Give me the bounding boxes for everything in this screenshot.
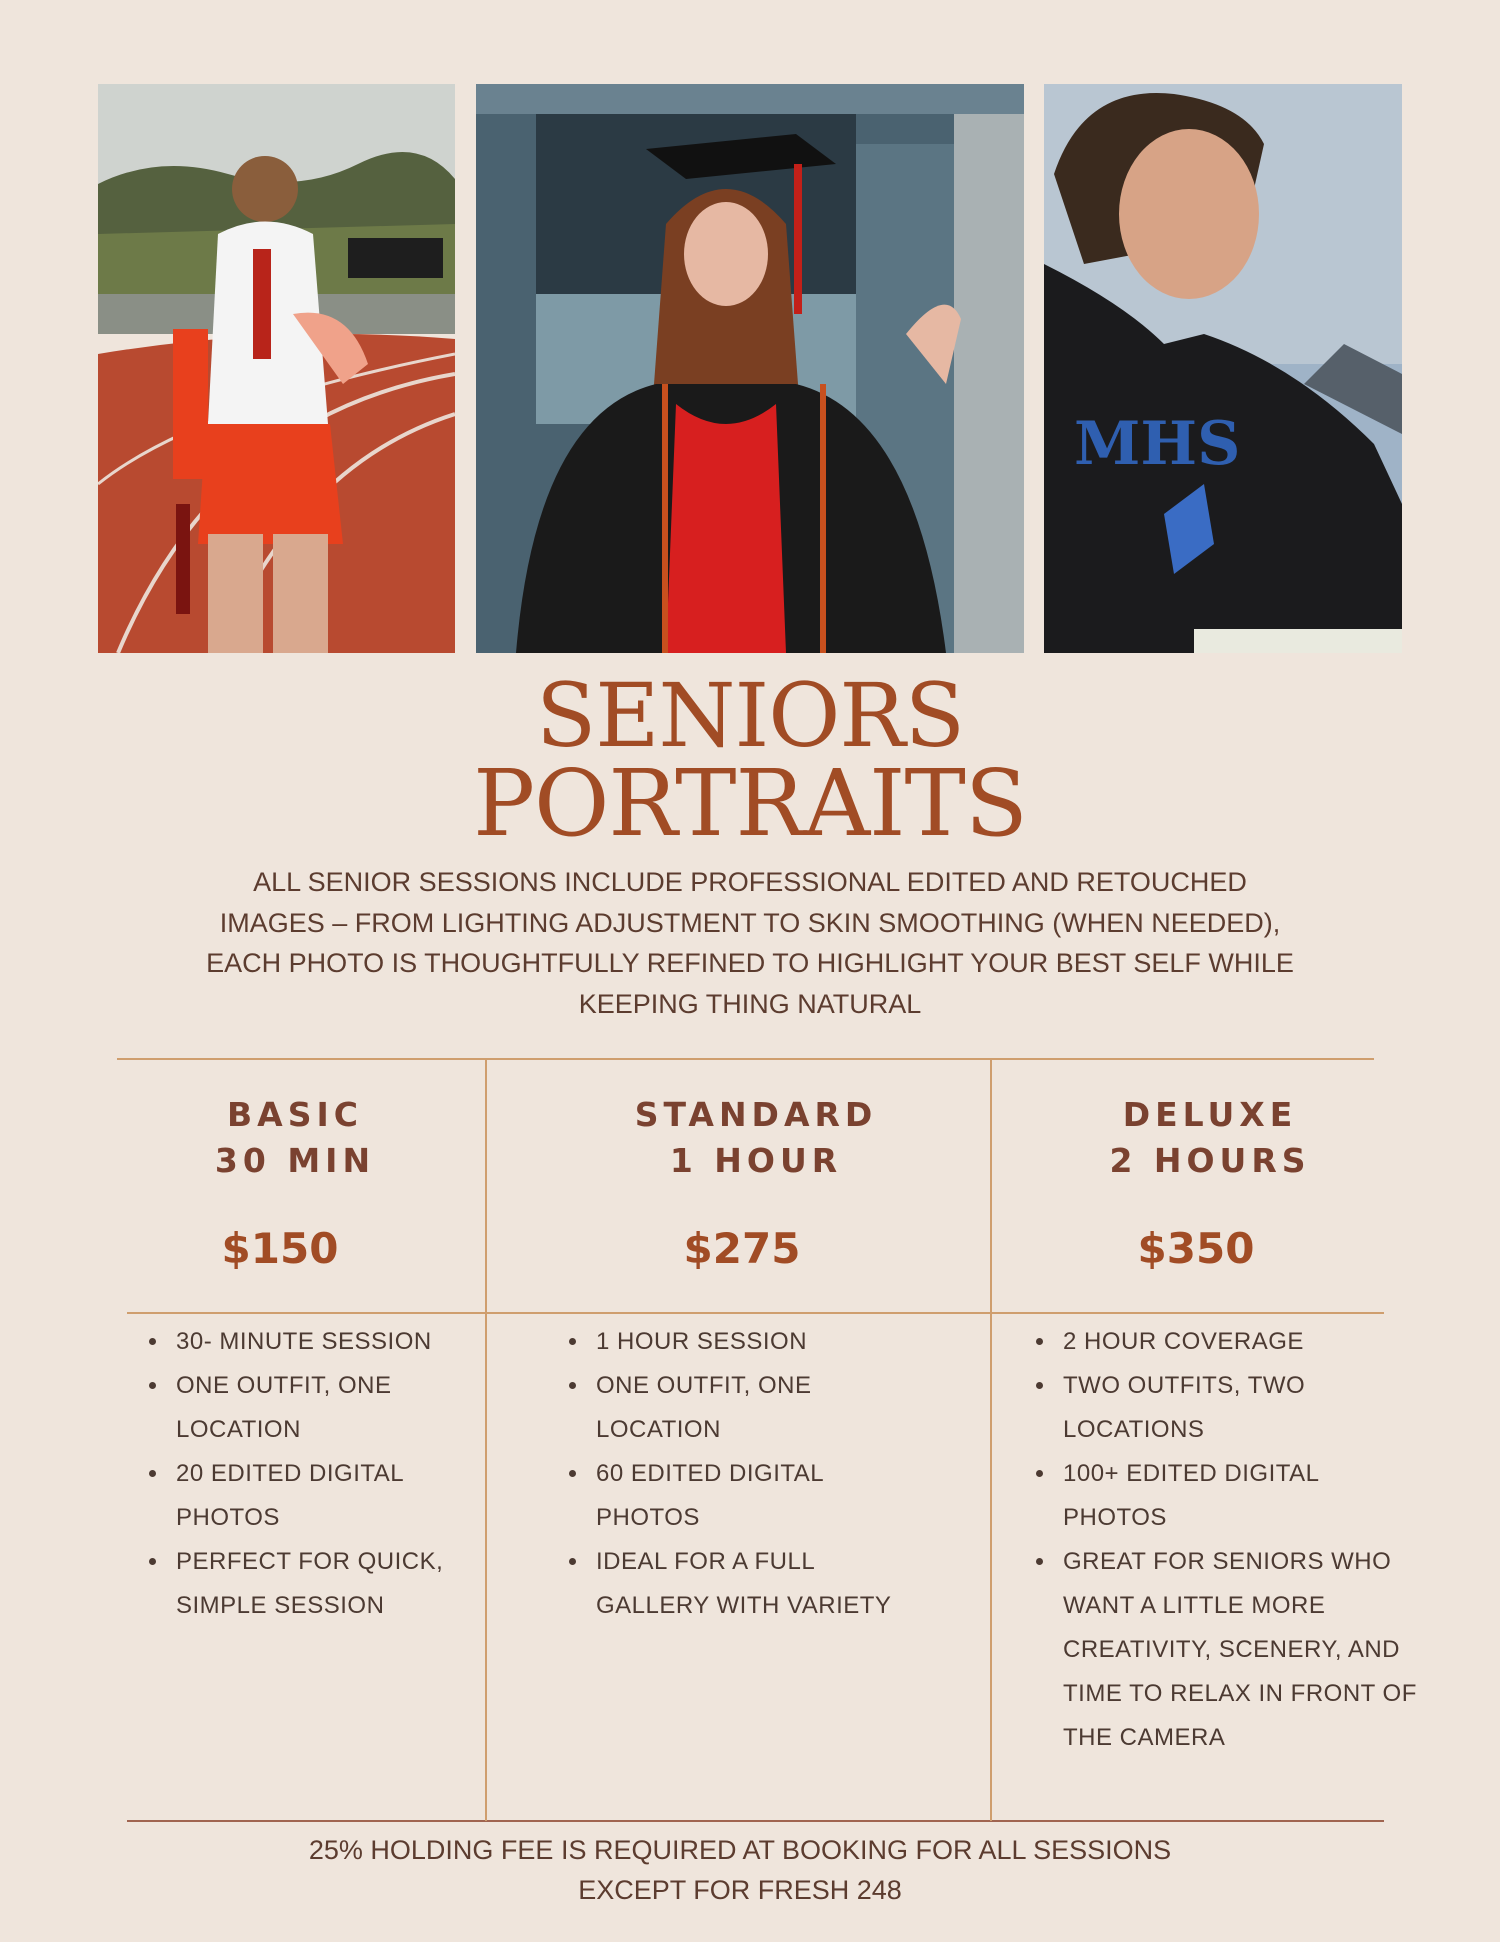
package-title: DELUXE [1122, 1095, 1298, 1134]
table-top-rule [117, 1058, 1374, 1060]
list-item: • 100+ EDITED DIGITAL PHOTOS [1057, 1452, 1427, 1540]
list-item: • PERFECT FOR QUICK, SIMPLE SESSION [170, 1540, 490, 1628]
list-item: • 60 EDITED DIGITAL PHOTOS [590, 1452, 920, 1540]
footer-line: EXCEPT FOR FRESH 248 [578, 1875, 902, 1905]
footer-line: 25% HOLDING FEE IS REQUIRED AT BOOKING FOR ALL SESSIONS [308, 1835, 1172, 1865]
package-title: BASIC [227, 1095, 363, 1134]
graduate-in-cap-and-gown-photo [476, 84, 1024, 653]
package-basic-features [138, 1320, 490, 1628]
package-basic-name [145, 1092, 445, 1184]
svg-text:MHS: MHS [1074, 409, 1241, 479]
table-header-rule [127, 1312, 1384, 1314]
package-deluxe-price: $350 [1137, 1224, 1255, 1273]
package-basic-price: $150 [221, 1224, 339, 1273]
athlete-on-track-photo [98, 84, 455, 653]
column-divider [990, 1059, 992, 1821]
package-standard-price: $275 [683, 1224, 801, 1273]
package-deluxe-features [1025, 1320, 1427, 1760]
intro-line: ALL SENIOR SESSIONS INCLUDE PROFESSIONAL EDITED AND RETOUCHED [253, 867, 1247, 897]
intro-text [200, 862, 1300, 1024]
intro-line: EACH PHOTO IS THOUGHTFULLY REFINED TO HIGHLIGHT YOUR BEST SELF WHILE [206, 948, 1294, 978]
footer-note [250, 1830, 1230, 1910]
package-duration: 1 HOUR [669, 1141, 843, 1180]
package-title: STANDARD [634, 1095, 878, 1134]
list-item: • 30- MINUTE SESSION [170, 1320, 490, 1364]
list-item: • 20 EDITED DIGITAL PHOTOS [170, 1452, 490, 1540]
package-duration: 30 MIN [214, 1141, 376, 1180]
intro-line: IMAGES – FROM LIGHTING ADJUSTMENT TO SKIN SMOOTHING (WHEN NEEDED), [219, 907, 1281, 938]
intro-line: KEEPING THING NATURAL [578, 988, 922, 1019]
list-item: • ONE OUTFIT, ONE LOCATION [170, 1364, 490, 1452]
page-title-line1: SENIORS [536, 664, 964, 767]
list-item: • ONE OUTFIT, ONE LOCATION [590, 1364, 920, 1452]
list-item: • GREAT FOR SENIORS WHO WANT A LITTLE MORE CREATIVITY, SCENERY, AND TIME TO RELAX IN FRONT OF THE CAMERA [1057, 1540, 1427, 1760]
list-item: • TWO OUTFITS, TWO LOCATIONS [1057, 1364, 1427, 1452]
page-title-line2: PORTRAITS [473, 750, 1027, 857]
package-standard-name [606, 1092, 906, 1184]
list-item: • 2 HOUR COVERAGE [1057, 1320, 1427, 1364]
package-deluxe-name [1060, 1092, 1360, 1184]
list-item: • 1 HOUR SESSION [590, 1320, 920, 1364]
package-standard-features [558, 1320, 920, 1628]
package-duration: 2 HOURS [1109, 1141, 1311, 1180]
smiling-senior-in-hoodie-photo [1044, 84, 1402, 653]
table-bottom-rule [127, 1820, 1384, 1822]
list-item: • IDEAL FOR A FULL GALLERY WITH VARIETY [590, 1540, 920, 1628]
